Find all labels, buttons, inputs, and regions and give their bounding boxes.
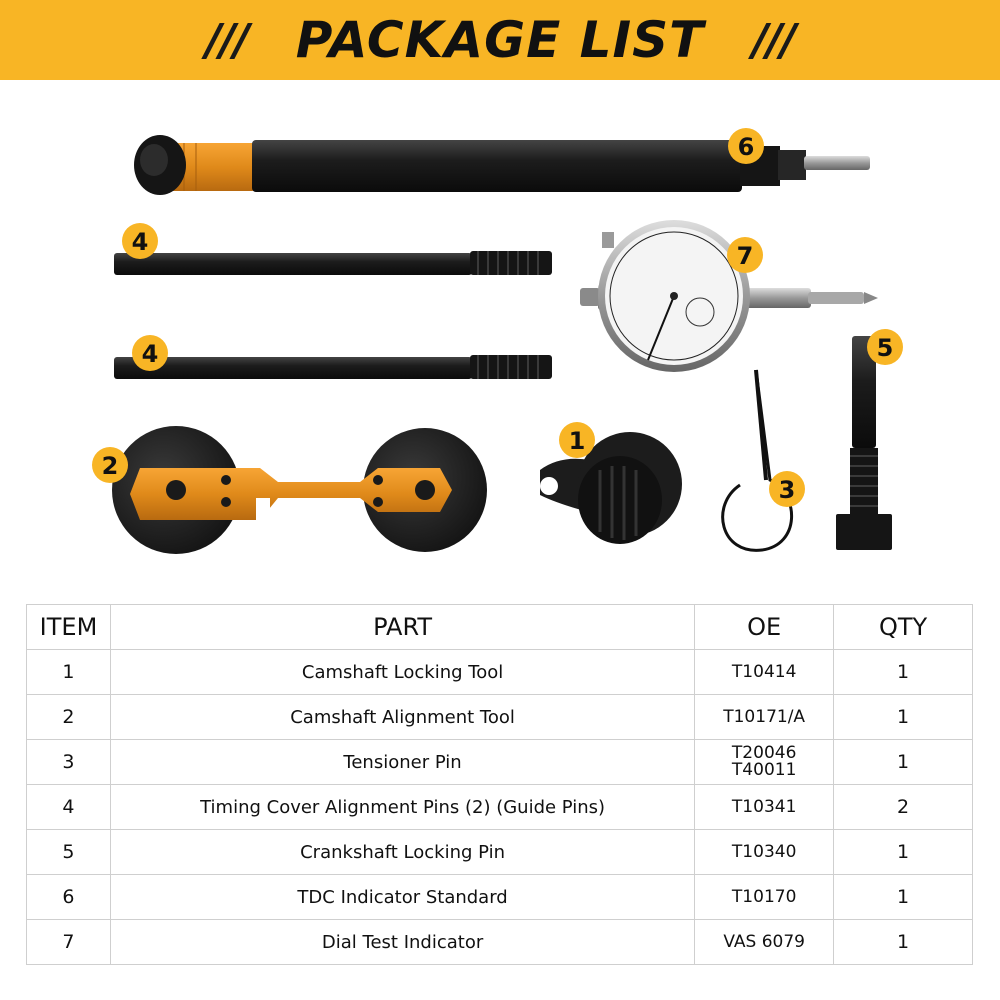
dial-test-indicator [580, 220, 878, 372]
row-part: Camshaft Alignment Tool [110, 695, 694, 740]
row-qty: 1 [834, 875, 973, 920]
table-row [27, 920, 973, 965]
row-oe [695, 920, 834, 965]
oe-code: VAS 6079 [723, 931, 805, 952]
badge-2-label: 2 [101, 452, 119, 480]
row-oe [695, 830, 834, 875]
row-item: 1 [27, 650, 111, 695]
table-row [27, 785, 973, 830]
guide-pin-lower [114, 355, 552, 379]
tools-illustration [0, 90, 1000, 590]
oe-code: T10170 [731, 886, 797, 907]
badge-3 [769, 471, 805, 507]
row-qty: 1 [834, 650, 973, 695]
badge-4-upper-label: 4 [131, 228, 149, 256]
row-item: 4 [27, 785, 111, 830]
badge-1-label: 1 [568, 427, 586, 455]
row-item: 5 [27, 830, 111, 875]
row-part: Timing Cover Alignment Pins (2) (Guide Pins) [110, 785, 694, 830]
table-row [27, 695, 973, 740]
package-list-banner [0, 0, 1000, 80]
badge-2 [92, 447, 128, 483]
badge-4-upper [122, 223, 158, 259]
banner-right-stripes: /// [752, 14, 795, 66]
row-qty: 1 [834, 920, 973, 965]
row-item: 2 [27, 695, 111, 740]
table-row [27, 830, 973, 875]
row-oe [695, 875, 834, 920]
header-qty: QTY [834, 605, 973, 650]
badge-5 [867, 329, 903, 365]
guide-pin-upper [114, 251, 552, 275]
badge-1 [559, 422, 595, 458]
row-item: 6 [27, 875, 111, 920]
tensioner-pin [723, 370, 792, 550]
header-oe: OE [695, 605, 834, 650]
row-item: 7 [27, 920, 111, 965]
oe-code: T10414 [731, 661, 797, 682]
row-part: Dial Test Indicator [110, 920, 694, 965]
row-qty: 1 [834, 830, 973, 875]
header-item: ITEM [27, 605, 111, 650]
oe-code: T10341 [731, 796, 797, 817]
table-row [27, 740, 973, 785]
banner-left-stripes: /// [205, 14, 248, 66]
row-part: TDC Indicator Standard [110, 875, 694, 920]
badge-6 [728, 128, 764, 164]
table-header-row [27, 605, 973, 650]
table-row [27, 875, 973, 920]
badge-7 [727, 237, 763, 273]
row-part: Tensioner Pin [110, 740, 694, 785]
badge-3-label: 3 [778, 476, 796, 504]
badge-7-label: 7 [736, 242, 754, 270]
badge-5-label: 5 [876, 334, 894, 362]
row-oe [695, 785, 834, 830]
crankshaft-locking-pin [836, 336, 892, 550]
row-part: Crankshaft Locking Pin [110, 830, 694, 875]
row-qty: 2 [834, 785, 973, 830]
oe-code: T10340 [731, 841, 797, 862]
header-part: PART [110, 605, 694, 650]
row-item: 3 [27, 740, 111, 785]
row-qty: 1 [834, 695, 973, 740]
oe-code: T40011 [731, 760, 797, 780]
badge-4-lower-label: 4 [141, 340, 159, 368]
banner-title: PACKAGE LIST [295, 11, 705, 69]
table-row [27, 650, 973, 695]
badge-6-label: 6 [737, 133, 755, 161]
row-oe [695, 740, 834, 785]
row-part: Camshaft Locking Tool [110, 650, 694, 695]
row-oe [695, 650, 834, 695]
camshaft-alignment-tool [112, 426, 487, 554]
row-oe [695, 695, 834, 740]
package-list-table [26, 604, 973, 965]
row-qty: 1 [834, 740, 973, 785]
oe-code: T10171/A [723, 706, 806, 727]
badge-4-lower [132, 335, 168, 371]
oe-code: T20046 [731, 743, 797, 763]
